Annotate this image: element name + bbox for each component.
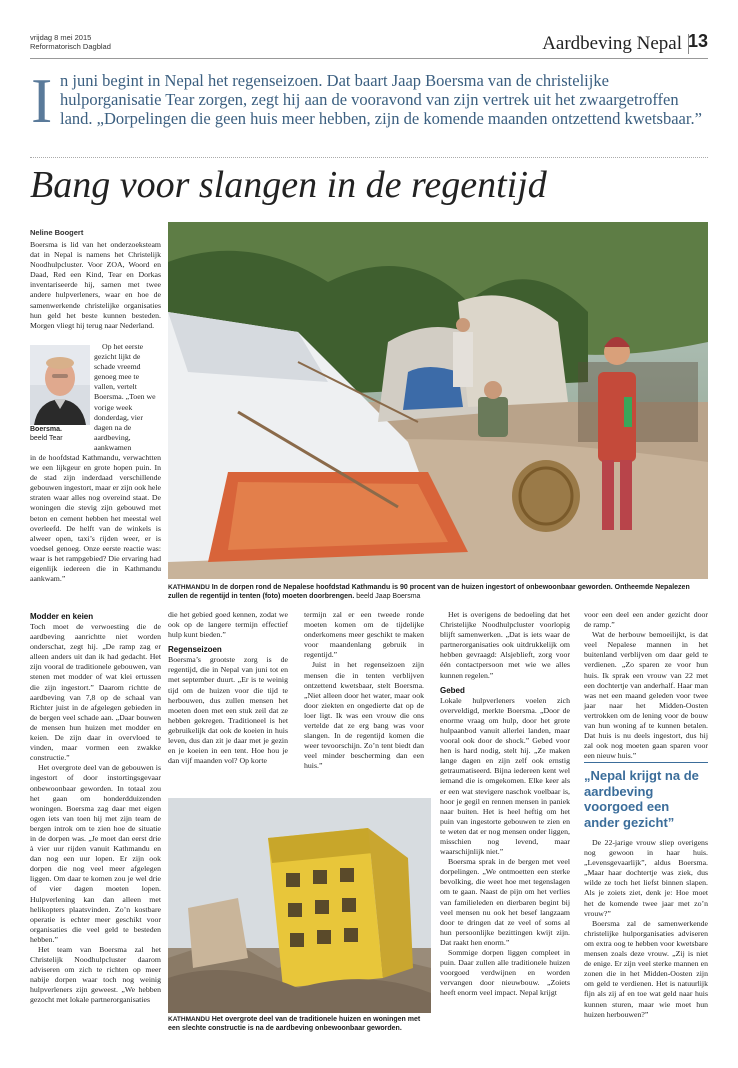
pull-quote: „Nepal krijgt na de aardbeving voorgoed een ander gezicht” (584, 768, 699, 830)
column-3 (304, 610, 424, 772)
newspaper-name: Reformatorisch Dagblad (30, 42, 111, 51)
main-photo-caption (168, 583, 708, 601)
paragraph: termijn zal er een tweede ronde moeten komen om de tijdelijke onderkomens meer geschikt te maken voor maandenlang gebruik in regentijd.” (304, 610, 424, 660)
column-2 (168, 610, 288, 766)
headline: Bang voor slangen in de regentijd (30, 164, 547, 206)
dotted-divider (30, 157, 708, 158)
caption-place: KATHMANDU (168, 1016, 210, 1023)
portrait-name: Boersma. (30, 426, 62, 433)
intro-text: n juni begint in Nepal het regenseizoen. Dat baart Jaap Boersma van de christelijke hulporganisatie Tear zorgen, zegt hij aan de vooravond van zijn vertrek uit het zwaargetroffen land. „Dorpelingen die geen huis meer hebben, zijn de komende maanden ontzettend kwetsbaar.” (60, 71, 702, 128)
paragraph: Wat de herbouw bemoeilijkt, is dat veel Nepalese mannen in het buitenland verblijven om daar geld te verdienen. „Zo sparen ze voor hun huis. Ik sprak een vrouw van 22 met een dochtertje van anderhalf. Haar man was net een maand geleden voor twee jaar naar het Midden-Oosten vertrokken om de lening voor de bouw van hun woning af te kunnen betalen. Dat huis is nu deels ingestort, dus hij zal ook nog moeten gaan sparen voor een nieuw huis.” (584, 630, 708, 761)
column-5-top (584, 610, 708, 761)
section-title: Aardbeving Nepal (542, 33, 682, 54)
paragraph: Op het eerste gezicht lijkt de schade vreemd genoeg mee te vallen, vertelt Boersma. „Toen we vorige week donderdag, vier dagen na de aardbeving, aankwamen (94, 342, 156, 452)
paragraph: Toch moet de verwoesting die de aardbeving aanrichtte niet worden onderschat, zegt hij. „De ramp zag er alleen anders uit dan ik had gedacht. Het zijn vooral de traditionele gebouwen, van stenen met modder of wat klei ertussen die zijn ingestort.” Daarom richtte de aardbeving van 7,8 op de schaal van Richter juist in de afgelegen gebieden in de bergen veel schade aan. „Daar bouwen de mensen hun huizen met modder en keien. De zijn daar in overvloed te vinden, maar vormen een zwakke constructie.” (30, 622, 161, 763)
column-1-top (30, 240, 161, 331)
column-5-bottom (584, 838, 708, 1020)
page-number: 13 (687, 31, 708, 51)
paragraph: Boersma is lid van het onderzoeksteam dat in Nepal is namens het Christelijk Noodhulpcluster. Voor ZOA, Woord en Daad, Red een Kind, Tear en Dorkas inventariseerde hij, samen met twee andere hulpverleners, waar en hoe de samenwerkende christelijke organisaties hun geld het beste kunnen besteden. Morgen vliegt hij terug naar Nederland. (30, 240, 161, 330)
quote-rule (584, 762, 708, 763)
paragraph: Sommige dorpen liggen compleet in puin. Daar zullen alle traditionele huizen voorgoed verdwijnen en worden vervangen door nieuwbouw. „Zoiets heeft enorm veel impact. Nepal krijgt (440, 948, 570, 998)
caption-text: In de dorpen rond de Nepalese hoofdstad Kathmandu is 90 procent van de huizen ingestort of onbewoonbaar geworden. Ontheemde Nepalezen zullen de regentijd in tenten (foto) moeten doorbrengen. (168, 584, 690, 600)
caption-credit: beeld Jaap Boersma (356, 593, 421, 600)
subheading: Modder en keien (30, 612, 94, 621)
building-photo-caption (168, 1015, 431, 1033)
column-1-mid (30, 453, 161, 584)
column-4 (440, 610, 570, 998)
portrait-photo (30, 345, 90, 425)
collapsed-building-photo (168, 798, 431, 1013)
portrait-credit: beeld Tear (30, 435, 63, 442)
main-photo (168, 222, 708, 579)
caption-text: Het overgrote deel van de traditionele huizen en woningen met een slechte constructie is na de aardbeving onbewoonbaar geworden. (168, 1016, 421, 1032)
paragraph: De 22-jarige vrouw sliep overigens nog gewoon in haar huis. „Levensgevaarlijk”, aldus Boersma. „Maar haar dochtertje was ziek, dus wilde ze toch het liefst binnen slapen. Als je zoiets ziet, denk je: Hoe moet het de komende twee jaar met zo’n vrouw?” (584, 838, 708, 918)
paragraph: Lokale hulpverleners voelen zich overveldigd, merkte Boersma. „Door de enorme vraag om hulp, door het grote hulpaanbod vanuit allerlei landen, maar vooral ook door de shock.” Gebed voor hen is hard nodig, stelt hij. „Ze maken lange dagen en zijn zelf ook ernstig getraumatiseerd. Bijna iedereen kent wel iemand die is omgekomen. Elke keer als er een wat stevigere naschok voelbaar is, hoor je gegil en rennen mensen in paniek naar buiten. Het is heel heftig om het puin van ingestorte gebouwen te zien en te weten dat er nog mensen onder liggen, misschien nog levend, maar waarschijnlijk niet.” (440, 695, 570, 857)
paragraph: voor een deel een ander gezicht door de ramp.” (584, 610, 708, 630)
caption-place: KATHMANDU (168, 584, 210, 591)
column-1-lower (30, 607, 161, 1006)
byline: Neline Boogert (30, 228, 84, 237)
paragraph: die het gebied goed kennen, zodat we ook op de langere termijn effectief hulp kunt bieden.” (168, 610, 288, 640)
paragraph: Het team van Boersma zal het Christelijk Noodhulpcluster daarom adviseren om zich te richten op meer nabije dorpen waar toch nog weinig hulpverleners zijn geweest. „We hebben gezocht met lokale partnerorganisaties (30, 945, 161, 1005)
column-1-beside-portrait (94, 342, 161, 453)
paragraph: Boersma sprak in de bergen met veel dorpelingen. „We ontmoetten een sterke bevolking, die weet hoe met tegenslagen om te gaan. Naast de pijn om het verlies van familieleden en dierbaren begint bij veel mensen nu ook het besef langzaam door te dringen dat ze veel of soms al hun persoonlijke bezittingen kwijt zijn. Dat raakt hen enorm.” (440, 857, 570, 947)
subheading: Regenseizoen (168, 645, 222, 655)
paragraph: in de hoofdstad Kathmandu, verwachtten we een lijkgeur en grote hopen puin. In de stad zijn inderdaad verschillende gebouwen ingestort, maar er zijn ook hele straten waar alles nog overeind staat. De woningen die stevig zijn gebouwd met beton en cement hebben het meestal wel overleefd. De helft van de winkels is alweer open, taxi’s rijden weer, er is voedsel genoeg. Onze eerste reactie was: waar is het rampgebied? Die ervaring had eigenlijk iedereen die in Kathmandu aankwam.” (30, 453, 161, 584)
paragraph: Juist in het regenseizoen zijn mensen die in tenten verblijven ontzettend kwetsbaar, stelt Boersma. „Niet alleen door het water, maar ook door ziekten en ongedierte dat op de loer ligt. Ik was een vrouw die ons vertelde dat ze erg bang was voor slangen. In de regentijd komen die weer tevoorschijn. Zo’n tent biedt dan veel minder bescherming dan een huis.” (304, 660, 424, 771)
portrait-caption (30, 425, 90, 443)
intro-dropcap: I (31, 65, 53, 136)
paragraph: Boersma’s grootste zorg is de regentijd, die in Nepal van juni tot en met september duurt. „Er is te weinig tijd om de huizen voor die tijd te herbouwen, dus zullen mensen het moeten doen met een stuk zeil dat ze hebben gekregen. Traditioneel is het gebruikelijk dat ook de koeien in huis leven, dus dan zit je daar met je gezin en je koeien in een tent. Hoe hou je dan vijf maanden vol? Op korte (168, 655, 288, 766)
paragraph: Het is overigens de bedoeling dat het Christelijke Noodhulpcluster voorlopig blijft samenwerken. „Dat is iets waar de partnerorganisaties ook uitdrukkelijk om hebben gevraagd: Alsjeblieft, zorg voor één contactpersoon met wie we alles kunnen regelen.” (440, 610, 570, 680)
paragraph: Boersma zal de samenwerkende christelijke hulporganisaties adviseren om extra oog te hebben voor kwetsbare mensen zoals deze vrouw. „Zij is niet de enige. Er zijn veel sterke mannen en zonen die in het Midden-Oosten zijn om geld te verdienen. Het is natuurlijk fijn als zij af en toe wat geld naar huis kunnen sturen, maar wie moet hun huizen herbouwen?” (584, 918, 708, 1019)
edition-date: vrijdag 8 mei 2015 (30, 33, 92, 42)
subheading: Gebed (440, 685, 465, 695)
header-rule (30, 58, 708, 59)
masthead-meta (30, 33, 111, 51)
paragraph: Het overgrote deel van de gebouwen is ingestort of door instortingsgevaar onbewoonbaar geworden. In totaal zou het gaan om honderdduizenden woningen. Boersma zag daar met eigen ogen iets van toen hij met zijn team de bergen introk om te zien hoe de situatie in de dorpen was. „Je moet dan eerst drie à vier uur rijden vanuit Kathmandu en dan nog een uur lopen. Er zijn ook dorpen die nog veel meer afgelegen liggen. Om daar te komen zou je wel drie of vier dagen moeten lopen. Hulpverlening kan dan alleen met helikopters plaatsvinden. Zo’n kostbare operatie is echter meer geschikt voor organisaties die veel geld te besteden hebben.” (30, 763, 161, 944)
